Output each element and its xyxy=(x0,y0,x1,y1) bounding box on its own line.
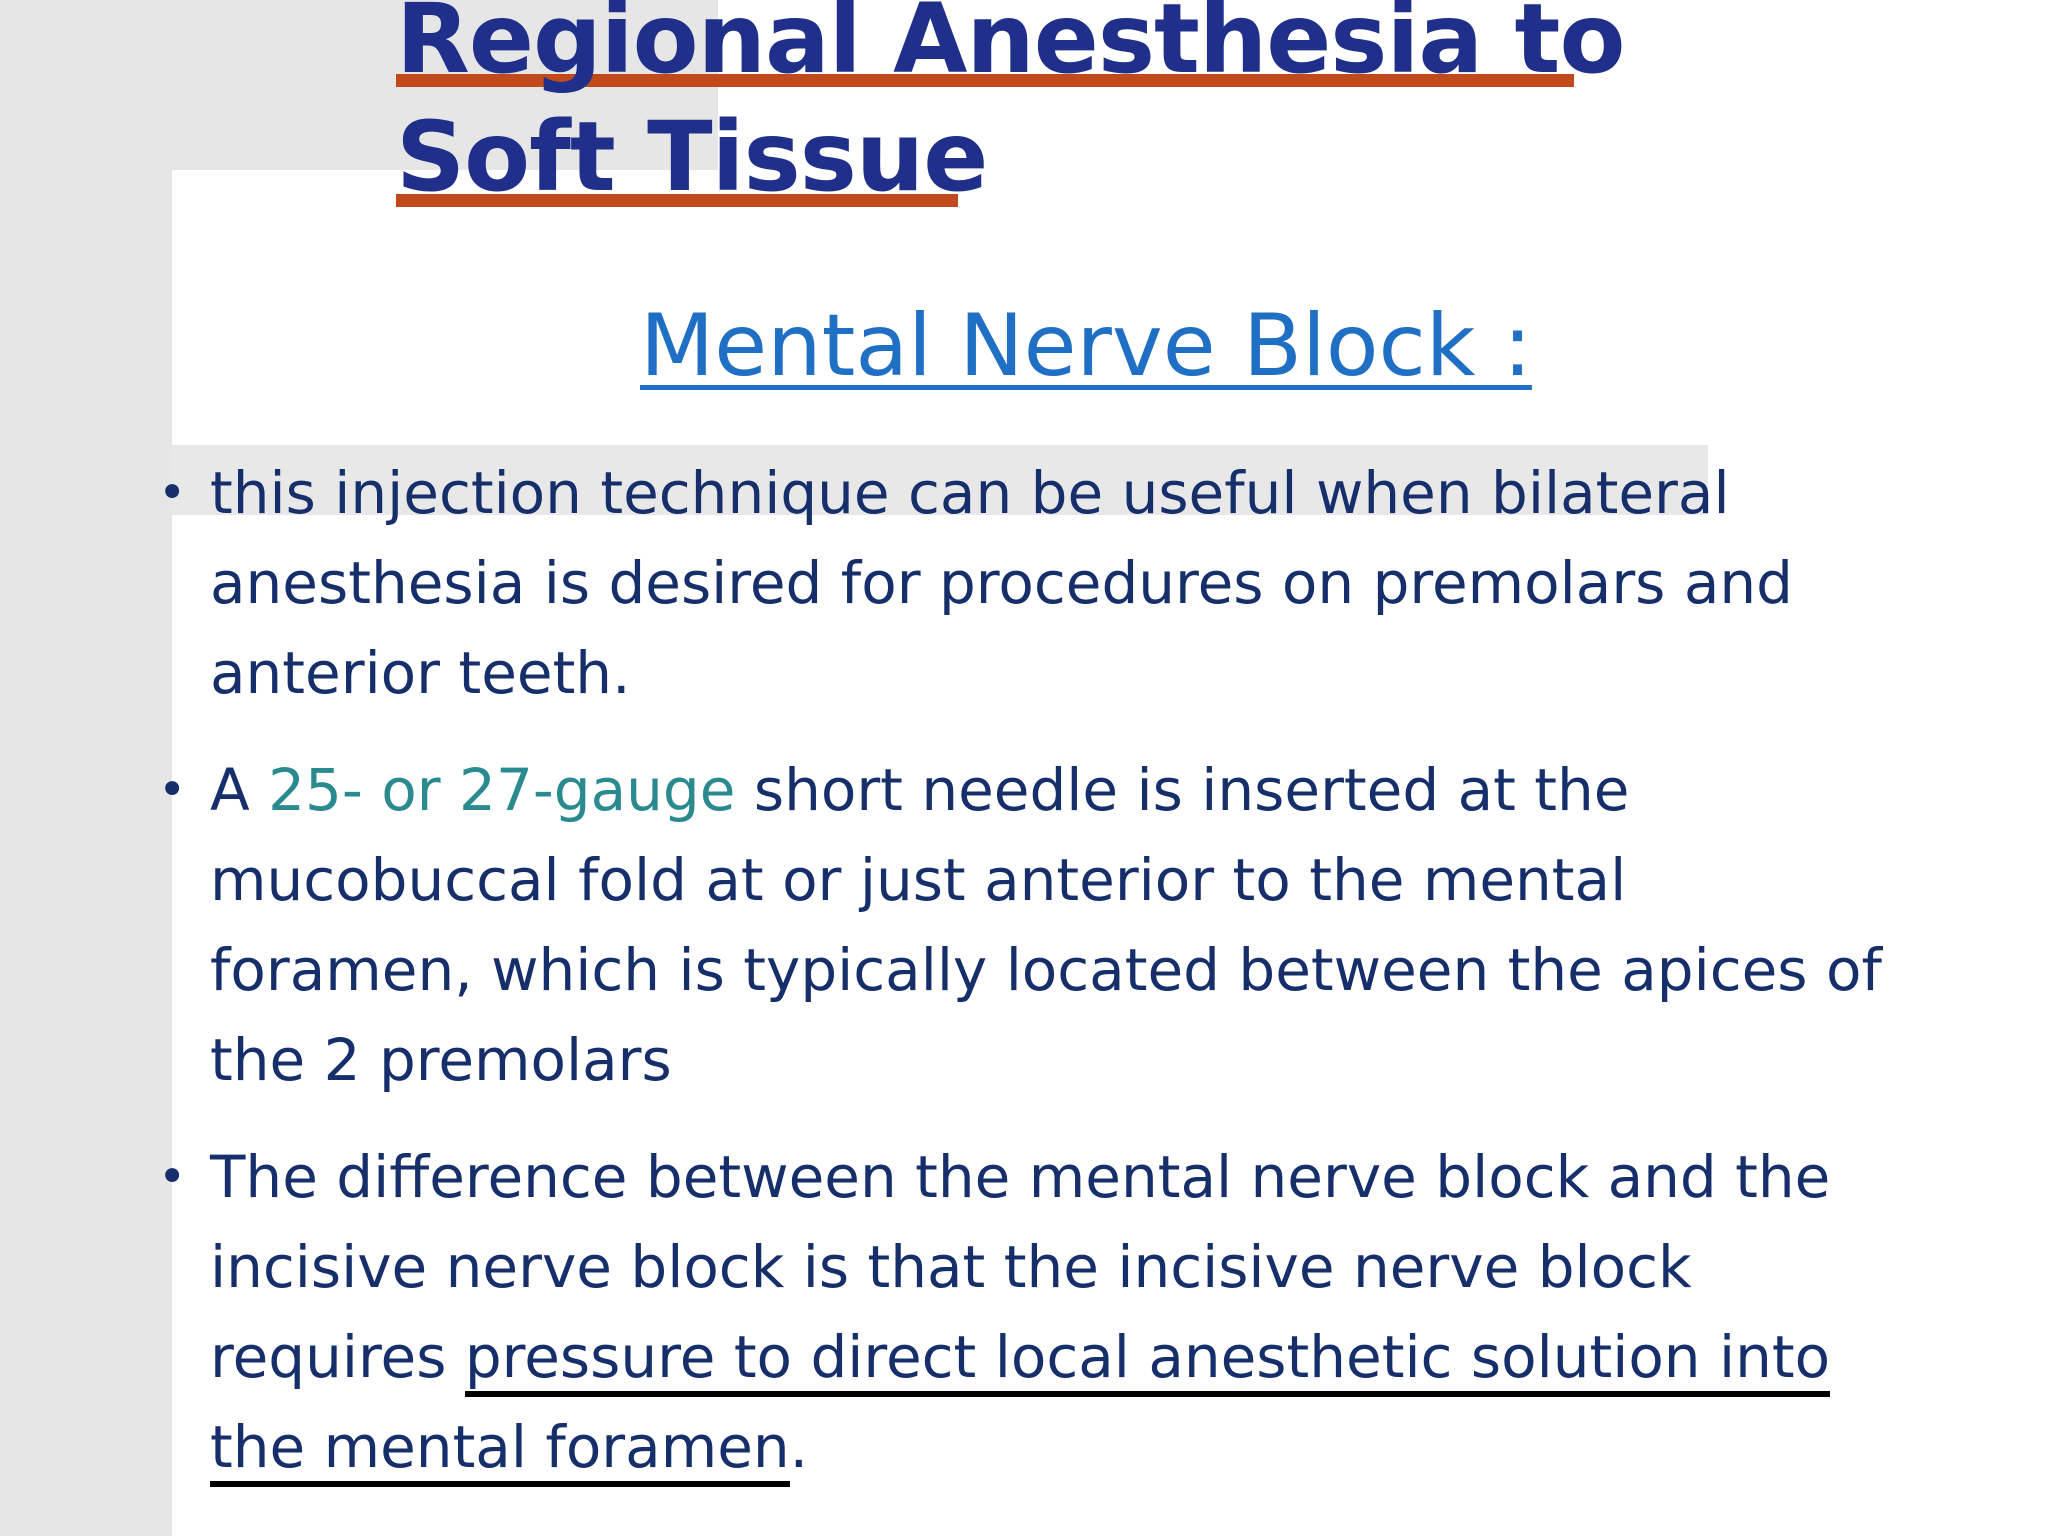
bullet-text-1: this injection technique can be useful when bilateral anesthesia is desired for procedures on premolars and anterior teeth. xyxy=(210,459,1793,707)
frame-left-bar xyxy=(0,0,172,1536)
bullet-dot-icon: • xyxy=(158,762,187,818)
bullet-item-1 xyxy=(150,448,1890,718)
needle-gauge-highlight: 25- or 27-gauge xyxy=(268,756,736,824)
bullet-list xyxy=(150,448,1890,1519)
bullet-text-2-prefix: A xyxy=(210,756,269,824)
slide-title-line-2: Soft Tissue xyxy=(396,101,988,213)
bullet-dot-icon: • xyxy=(158,1149,187,1205)
slide-subtitle: Mental Nerve Block : xyxy=(640,296,1532,396)
bullet-text-2-suffix: short needle is inserted at the mucobuccal fold at or just anterior to the mental foramen, which is typically located between the apices of the 2 premolars xyxy=(210,756,1882,1094)
bullet-item-2 xyxy=(150,745,1890,1105)
bullet-item-3 xyxy=(150,1132,1890,1492)
bullet-text-3-suffix: . xyxy=(789,1413,809,1481)
underlined-phrase: pressure to direct local anesthetic solution into the mental foramen xyxy=(210,1323,1830,1487)
bullet-text-3-prefix: The difference between the mental nerve block and the incisive nerve block is that the incisive nerve block requires xyxy=(210,1143,1831,1391)
bullet-dot-icon: • xyxy=(158,465,187,521)
slide-title-line-1: Regional Anesthesia to xyxy=(396,0,1625,95)
